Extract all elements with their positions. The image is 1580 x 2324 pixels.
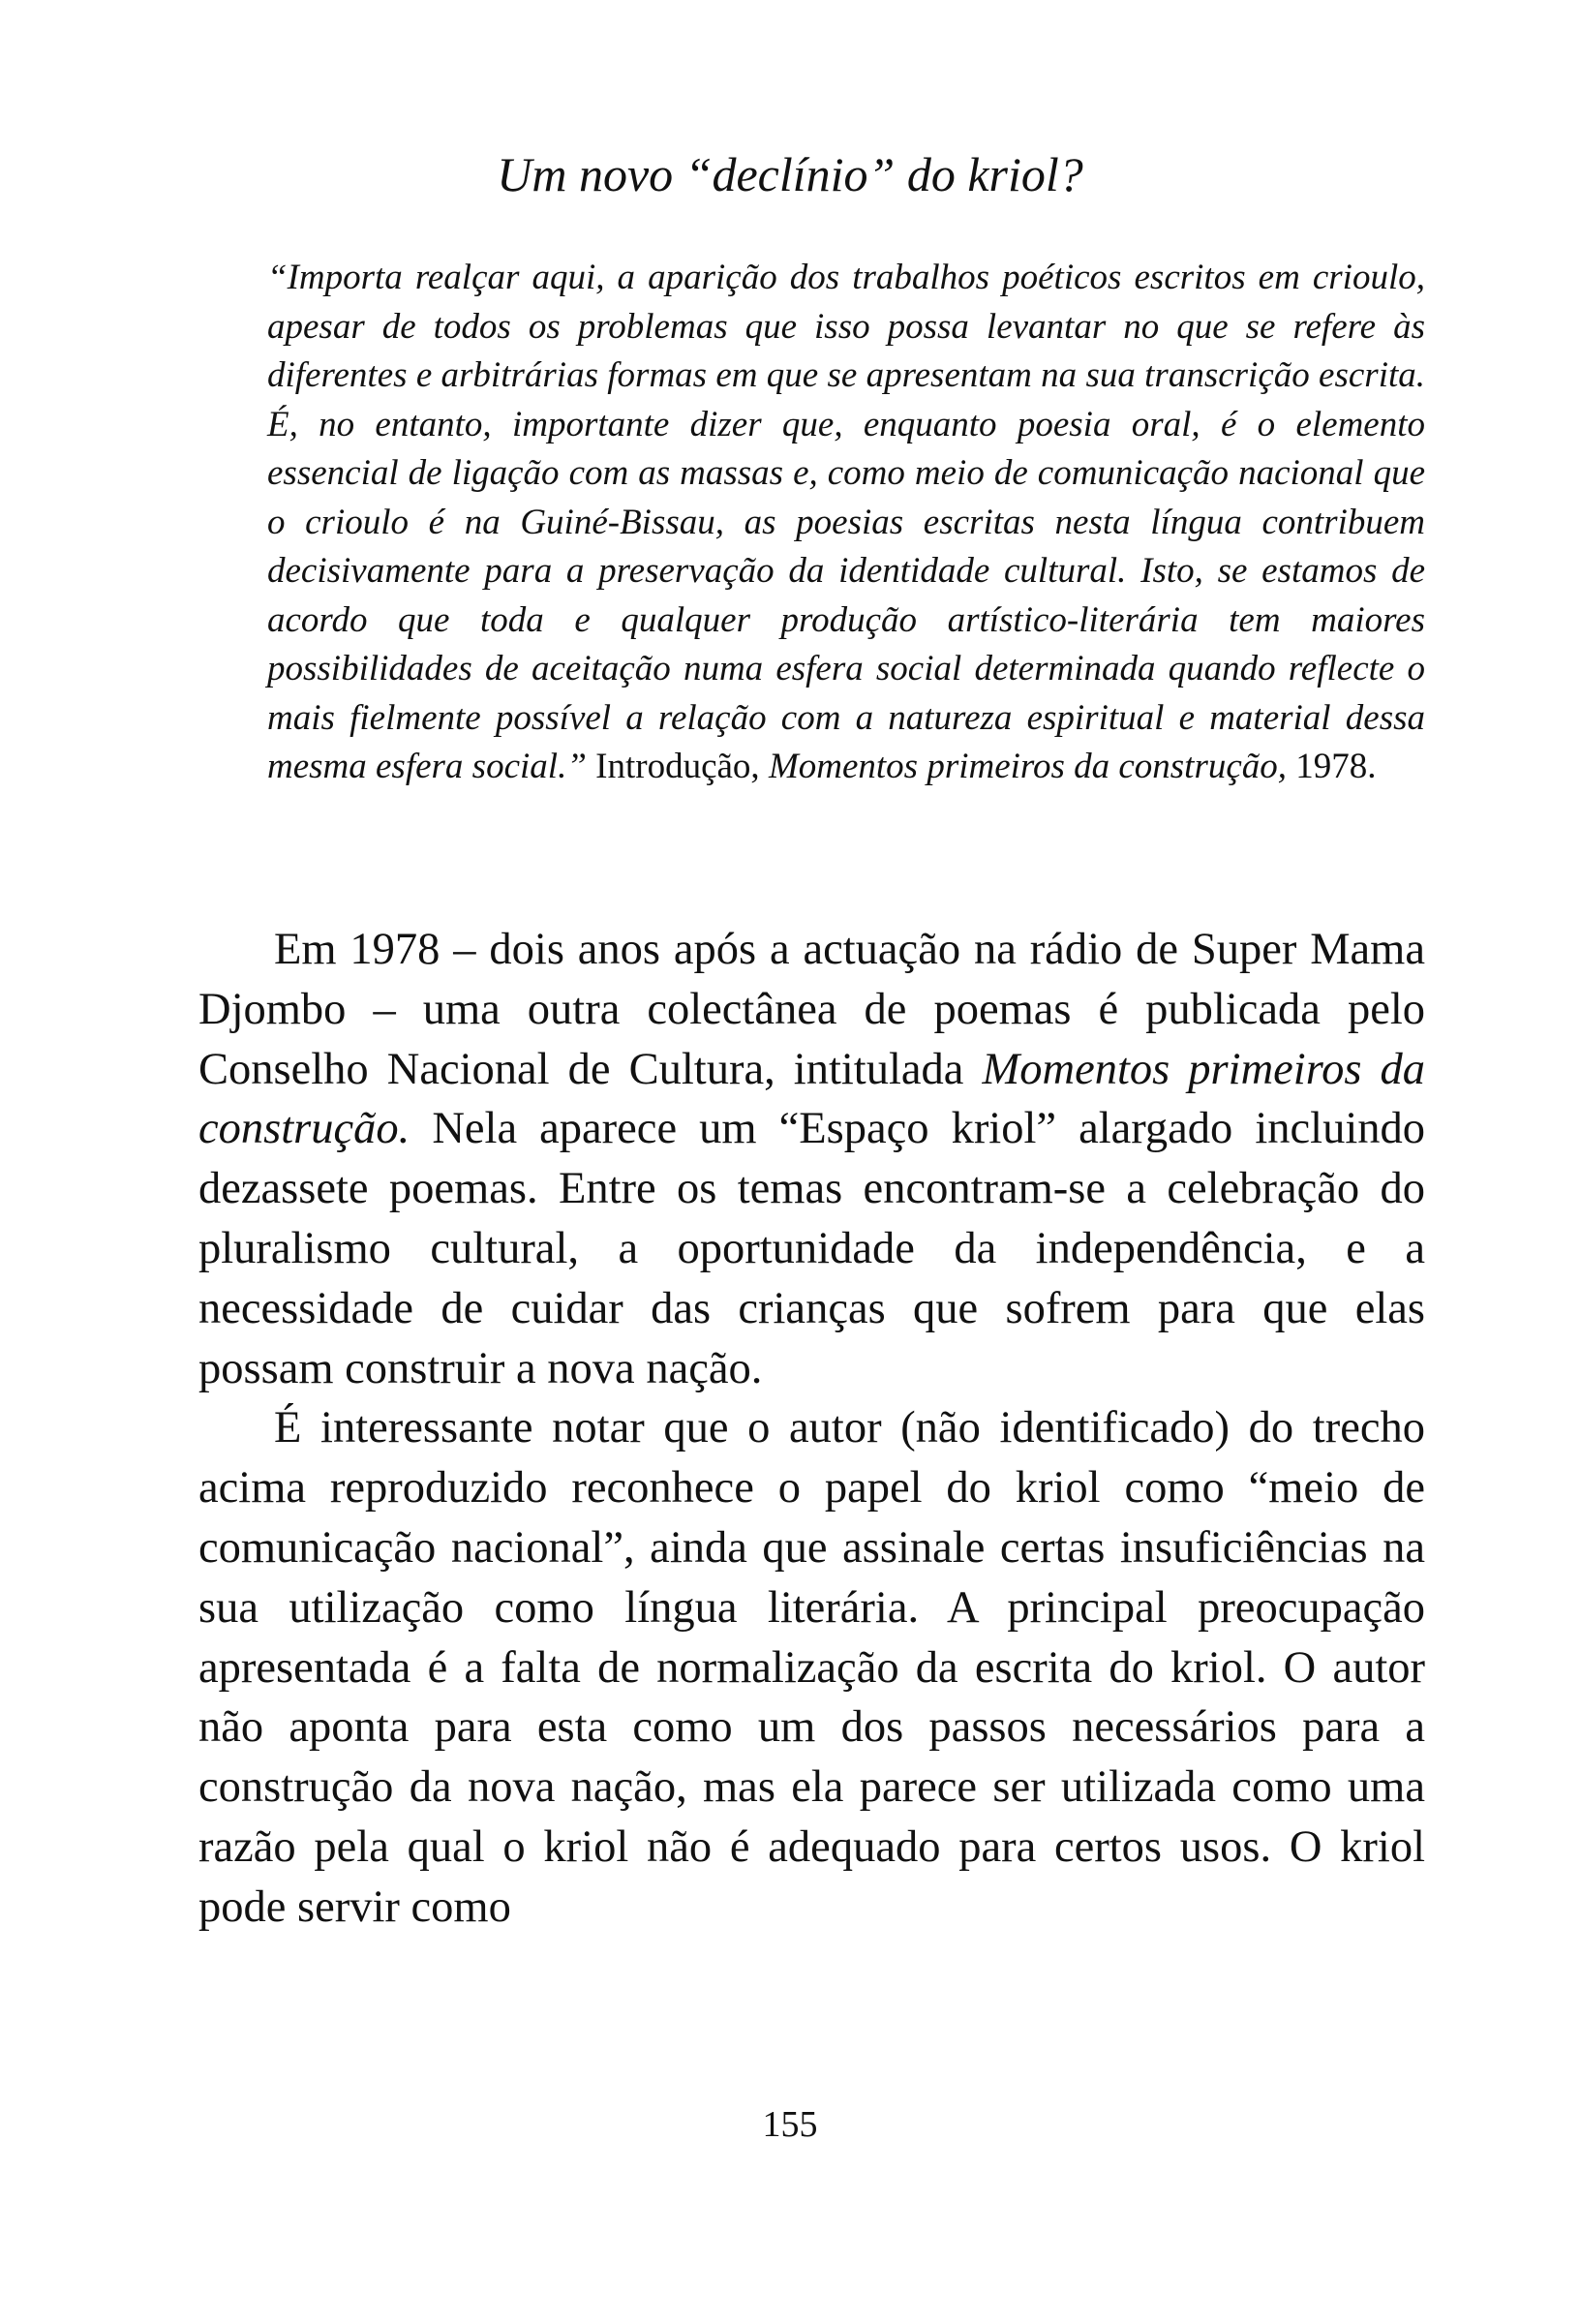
body-text: [198, 920, 1425, 1938]
page-number: 155: [762, 2104, 818, 2145]
epigraph-source-prefix: Introdução,: [595, 747, 760, 786]
epigraph: [267, 254, 1425, 792]
running-head: Um novo “declínio” do kriol?: [497, 147, 1083, 201]
paragraph-1-title: Momentos primeiros da construção.: [198, 1044, 1426, 1154]
paragraph-2: É interessante notar que o autor (não identificado) do trecho acima reproduzido reconhece o papel do kriol como “meio de comunicação nacional”, ainda que assinale certas insuficiências na sua utilização como língua literária. A principal preocupação apresentada é a falta de normalização da escrita do kriol. O autor não aponta para esta como um dos passos necessários para a construção da nova nação, mas ela parece ser utilizada como uma razão pela qual o kriol não é adequado para certos usos. O kriol pode servir como: [198, 1403, 1425, 1932]
epigraph-quote: “Importa realçar aqui, a aparição dos trabalhos poéticos escritos em crioulo, apesar de todos os problemas que isso possa levantar no que se refere às diferentes e arbitrárias formas em que se apresentam na sua transcrição escrita. É, no entanto, importante dizer que, enquanto poesia oral, é o elemento essencial de ligação com as massas e, como meio de comunicação nacional que o crioulo é na Guiné-Bissau, as poesias escritas nesta língua contribuem decisivamente para a preservação da identidade cultural. Isto, se estamos de acordo que toda e qualquer produção artístico-literária tem maiores possibilidades de aceitação numa esfera social determinada quando reflecte o mais fielmente possível a relação com a natureza espiritual e material dessa mesma esfera social.”: [267, 258, 1425, 786]
paragraph-1-text-b: Nela aparece um “Espaço kriol” alargado incluindo dezassete poemas. Entre os temas encontram-se a celebração do pluralismo cultural, a oportunidade da independência, e a necessidade de cuidar das crianças que sofrem para que elas possam construir a nova nação.: [198, 1104, 1426, 1393]
epigraph-source-year: 1978.: [1295, 747, 1377, 786]
paragraph-1: [198, 920, 1425, 1398]
paragraph-1-text-a: Em 1978 – dois anos após a actuação na rádio de Super Mama Djombo – uma outra colectânea de poemas é publicada pelo Conselho Nacional de Cultura, intitulada: [198, 925, 1425, 1094]
epigraph-source-work: Momentos primeiros da construção,: [768, 747, 1288, 786]
